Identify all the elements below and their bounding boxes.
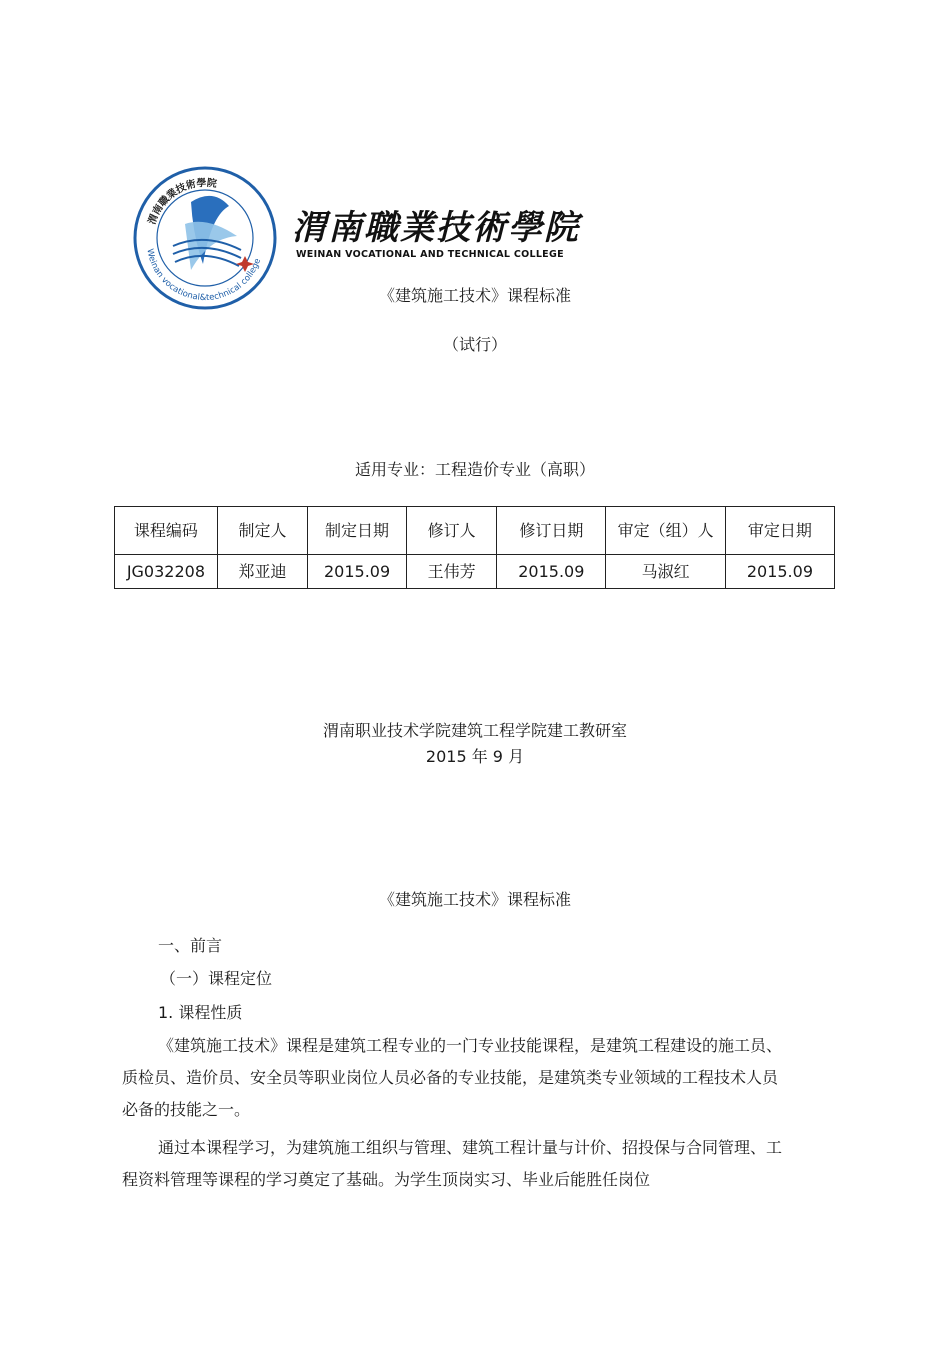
issuing-org: 渭南职业技术学院建筑工程学院建工教研室 [322,721,627,740]
cover-subtitle: （试行） [442,335,507,354]
issue-date: 2015 年 9 月 [425,747,525,766]
header-cell: 制定日期 [308,507,407,555]
header-cell: 修订日期 [497,507,606,555]
cover-title: 《建筑施工技术》课程标准 [378,286,571,305]
section-heading: 一、前言 [158,936,223,955]
paragraph: 通过本课程学习，为建筑施工组织与管理、建筑工程计量与计价、招投保与合同管理、工程资料管理等课程的学习奠定了基础。为学生顶岗实习、毕业后能胜任岗位 [122,1138,783,1189]
college-name-en: WEINAN VOCATIONAL AND TECHNICAL COLLEGE [296,249,564,260]
subsection-heading: （一）课程定位 [160,969,273,988]
table-cell: 马淑红 [606,555,725,589]
header-cell: 审定日期 [725,507,834,555]
table-cell: 2015.09 [497,555,606,589]
svg-text:Weinan vocational&technical co: Weinan vocational&technical college [144,247,264,304]
table-cell: 王伟芳 [406,555,496,589]
course-info-table [114,506,835,589]
header-cell: 制定人 [217,507,307,555]
applicable-major: 适用专业：工程造价专业（高职） [354,460,595,479]
table-header-row [115,507,835,555]
paragraph: 《建筑施工技术》课程是建筑工程专业的一门专业技能课程，是建筑工程建设的施工员、质检员、造价员、安全员等职业岗位人员必备的专业技能，是建筑类专业领域的工程技术人员必备的技能之一。 [122,1036,783,1119]
table-cell: 2015.09 [725,555,834,589]
table-row [115,555,835,589]
table-cell: 2015.09 [308,555,407,589]
table-cell: 郑亚迪 [217,555,307,589]
svg-text:渭南職業技術學院: 渭南職業技術學院 [146,177,218,227]
college-name-cn: 渭南職業技術學院 [292,208,580,248]
item-heading: 1. 课程性质 [158,1003,243,1022]
header-cell: 修订人 [406,507,496,555]
table-cell: JG032208 [115,555,218,589]
header-cell: 审定（组）人 [606,507,725,555]
content-title: 《建筑施工技术》课程标准 [378,890,571,909]
header-cell: 课程编码 [115,507,218,555]
